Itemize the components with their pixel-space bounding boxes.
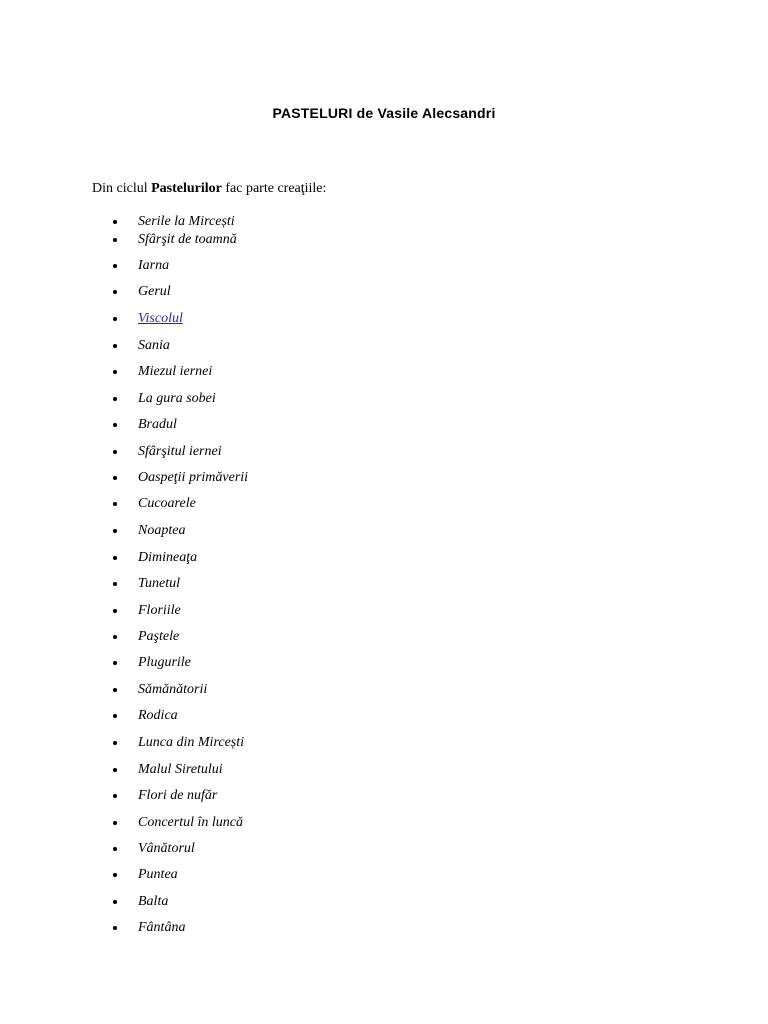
document-title: PASTELURI de Vasile Alecsandri <box>272 105 496 121</box>
bullet-icon <box>113 654 119 660</box>
bullet-icon <box>113 257 119 263</box>
bullet-icon <box>113 734 119 740</box>
bullet-icon <box>113 231 119 237</box>
poem-title: Oaspeţii primăverii <box>138 470 249 485</box>
bullet-icon <box>113 761 119 767</box>
poem-title: Sămănătorii <box>138 682 208 697</box>
bullet-icon <box>113 866 119 872</box>
poem-title: Miezul iernei <box>138 364 213 379</box>
intro-text-before: Din ciclul <box>92 181 152 196</box>
bullet-icon <box>113 469 119 475</box>
poem-title: Puntea <box>138 867 178 882</box>
bullet-icon <box>113 443 119 449</box>
poem-title: Iarna <box>138 258 170 273</box>
poem-title: Vânătorul <box>138 841 195 856</box>
poem-title: Gerul <box>138 284 171 299</box>
bullet-icon <box>113 495 119 501</box>
poem-title: Malul Siretului <box>138 762 223 777</box>
bullet-icon <box>113 575 119 581</box>
poem-title: Fântâna <box>138 920 186 935</box>
poem-title: Paştele <box>138 629 180 644</box>
poem-link[interactable]: Viscolul <box>138 311 183 326</box>
intro-paragraph <box>92 181 326 197</box>
bullet-icon <box>113 337 119 343</box>
poem-title: Lunca din Mircești <box>138 735 245 750</box>
bullet-icon <box>113 283 119 289</box>
bullet-icon <box>113 416 119 422</box>
poem-title: Dimineaţa <box>138 550 198 565</box>
poem-title: Noaptea <box>138 523 186 538</box>
poem-title: Rodica <box>138 708 178 723</box>
poem-title: Flori de nufăr <box>138 788 218 803</box>
bullet-icon <box>113 814 119 820</box>
poem-title: La gura sobei <box>138 391 216 406</box>
bullet-icon <box>113 707 119 713</box>
bullet-icon <box>113 213 119 219</box>
poem-title: Sfârşitul iernei <box>138 444 222 459</box>
poem-title: Floriile <box>138 603 181 618</box>
bullet-icon <box>113 310 119 316</box>
poem-title: Cucoarele <box>138 496 196 511</box>
poem-title: Concertul în luncă <box>138 815 243 830</box>
bullet-icon <box>113 919 119 925</box>
bullet-icon <box>113 390 119 396</box>
intro-text-after: fac parte creaţiile: <box>221 181 327 196</box>
bullet-icon <box>113 549 119 555</box>
poem-title: Bradul <box>138 417 177 432</box>
poem-title: Serile la Mircești <box>138 214 235 229</box>
bullet-icon <box>113 628 119 634</box>
bullet-icon <box>113 787 119 793</box>
bullet-icon <box>113 522 119 528</box>
bullet-icon <box>113 681 119 687</box>
poem-title: Plugurile <box>138 655 191 670</box>
intro-bold-term: Pastelurilor <box>151 181 222 196</box>
poem-title: Balta <box>138 894 169 909</box>
bullet-icon <box>113 363 119 369</box>
bullet-icon <box>113 893 119 899</box>
poem-title: Tunetul <box>138 576 181 591</box>
bullet-icon <box>113 840 119 846</box>
poem-title: Sania <box>138 338 170 353</box>
bullet-icon <box>113 602 119 608</box>
poem-title: Sfârşit de toamnă <box>138 232 237 247</box>
